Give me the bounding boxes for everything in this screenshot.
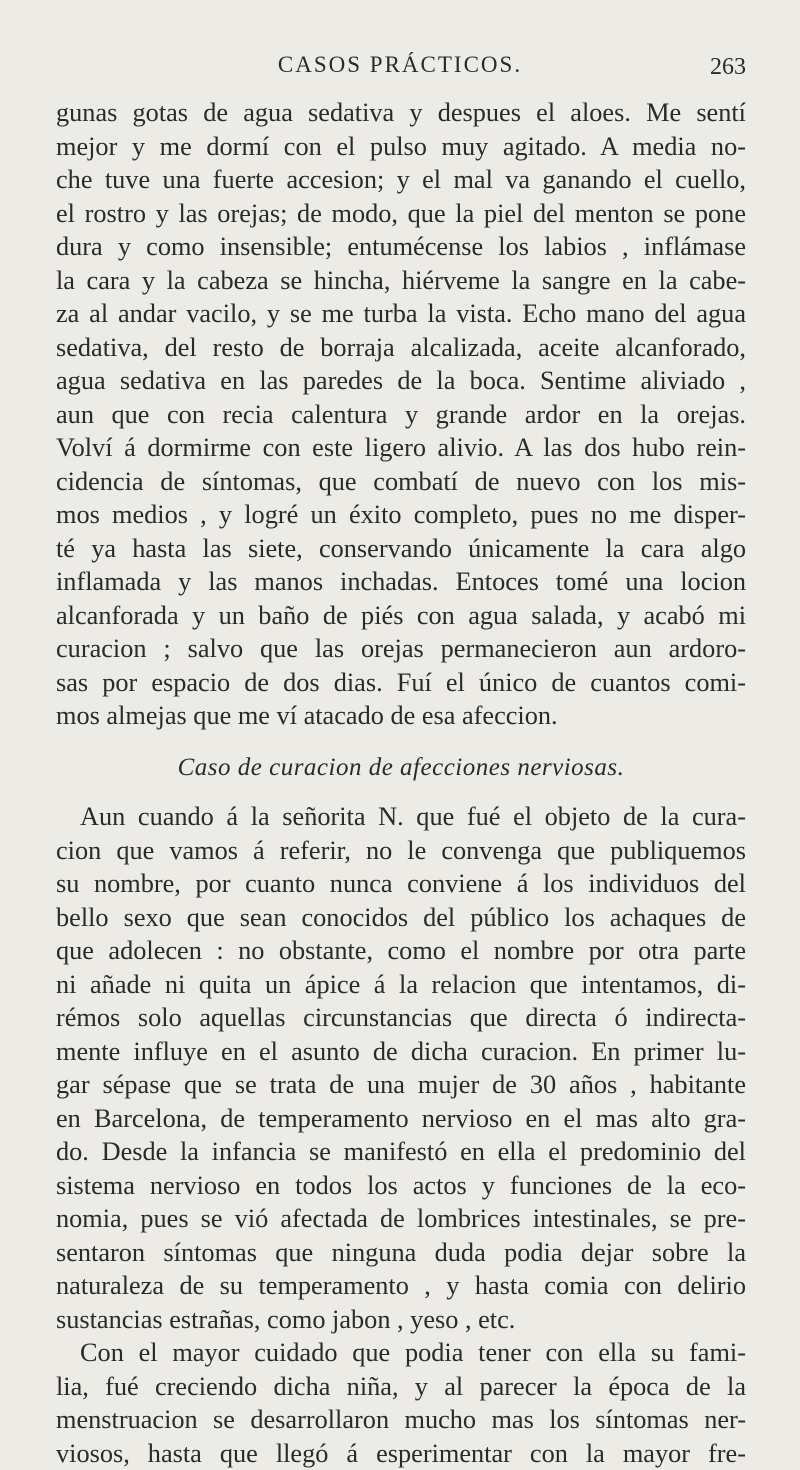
text-line: sas por espacio de dos dias. Fuí el único de cuantos comi- [56,666,746,700]
text-line: nomia, pues se vió afectada de lombrices intestinales, se pre- [56,1202,746,1236]
text-line: alcanforada y un baño de piés con agua salada, y acabó mi [56,599,746,633]
text-line: bello sexo que sean conocidos del público los achaques de [56,901,746,935]
text-line: agua sedativa en las paredes de la boca. Sentime aliviado , [56,364,746,398]
text-line: la cara y la cabeza se hincha, hiérveme la sangre en la cabe- [56,264,746,298]
text-line: cion que vamos á referir, no le convenga que publiquemos [56,834,746,868]
text-line: mos almejas que me ví atacado de esa afeccion. [56,699,746,733]
text-line: ni añade ni quita un ápice á la relacion que intentamos, di- [56,968,746,1002]
text-line: sustancias estrañas, como jabon , yeso , etc. [56,1303,746,1337]
text-line: mos medios , y logré un éxito completo, pues no me disper- [56,498,746,532]
page-body [56,96,746,1470]
text-line: aun que con recia calentura y grande ardor en la orejas. [56,398,746,432]
text-line: che tuve una fuerte accesion; y el mal va ganando el cuello, [56,163,746,197]
text-line: gar sépase que se trata de una mujer de 30 años , habitante [56,1068,746,1102]
text-line: mente influye en el asunto de dicha curacion. En primer lu- [56,1035,746,1069]
text-line: inflamada y las manos inchadas. Entoces tomé una locion [56,565,746,599]
paragraph-continuation [56,96,746,733]
text-line: sistema nervioso en todos los actos y funciones de la eco- [56,1169,746,1203]
text-line: su nombre, por cuanto nunca conviene á los individuos del [56,867,746,901]
text-line: menstruacion se desarrollaron mucho mas los síntomas ner- [56,1403,746,1437]
text-line: rémos solo aquellas circunstancias que directa ó indirecta- [56,1001,746,1035]
text-line: Con el mayor cuidado que podia tener con ella su fami- [56,1336,746,1370]
running-head [50,52,750,86]
text-line: que adolecen : no obstante, como el nombre por otra parte [56,934,746,968]
text-line: el rostro y las orejas; de modo, que la piel del menton se pone [56,197,746,231]
text-line: do. Desde la infancia se manifestó en ella el predominio del [56,1135,746,1169]
running-title: CASOS PRÁCTICOS. [50,52,750,78]
paragraph [56,1336,746,1470]
text-line: té ya hasta las siete, conservando únicamente la cara algo [56,532,746,566]
text-line: sentaron síntomas que ninguna duda podia dejar sobre la [56,1236,746,1270]
text-line: cidencia de síntomas, que combatí de nuevo con los mis- [56,465,746,499]
text-line: naturaleza de su temperamento , y hasta comia con delirio [56,1269,746,1303]
text-line: Aun cuando á la señorita N. que fué el objeto de la cura- [56,800,746,834]
text-line: gunas gotas de agua sedativa y despues el aloes. Me sentí [56,96,746,130]
text-line: viosos, hasta que llegó á esperimentar con la mayor fre- [56,1437,746,1470]
text-line: Volví á dormirme con este ligero alivio. A las dos hubo rein- [56,431,746,465]
text-line: mejor y me dormí con el pulso muy agitado. A media no- [56,130,746,164]
text-line: sedativa, del resto de borraja alcalizada, aceite alcanforado, [56,331,746,365]
text-line: dura y como insensible; entumécense los labios , inflámase [56,230,746,264]
text-line: curacion ; salvo que las orejas permanecieron aun ardoro- [56,632,746,666]
section-heading: Caso de curacion de afecciones nerviosas. [56,751,746,785]
text-line: za al andar vacilo, y se me turba la vista. Echo mano del agua [56,297,746,331]
page-number: 263 [710,54,746,81]
text-line: en Barcelona, de temperamento nervioso en el mas alto gra- [56,1102,746,1136]
paragraph [56,800,746,1336]
text-line: lia, fué creciendo dicha niña, y al parecer la época de la [56,1370,746,1404]
